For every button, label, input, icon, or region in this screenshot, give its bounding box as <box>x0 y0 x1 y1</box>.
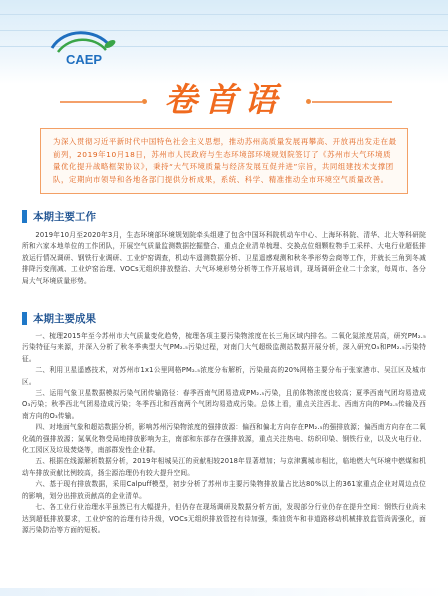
section-marker <box>22 312 27 325</box>
paragraph: 一、梳理2015年至今苏州市大气质量变化趋势，梳理各项主要污染物浓度在长三角区域内排名。二氧化氮浓度居高，研究PM₂.₅污染特征与来源，并深入分析了秋冬季典型大气PM₂.₅污染过程，对南门大气超级监测站数据开展分析，深入研究O₃和PM₂.₅污染特征。 <box>22 332 426 363</box>
paragraph: 六、基于现有排放数据，采用Calpuff模型，初步分析了苏州市主要污染物排放量占比达80%以上的361家重点企业对周边点位的影响，划分出排放贡献高的企业清单。 <box>22 480 426 500</box>
preface-text: 为深入贯彻习近平新时代中国特色社会主义思想，推动苏州高质量发展再攀高、开放再出发走在最前列，2019年10月18日，苏州市人民政府与生态环境部环境规划院签订了《苏州市大气环境质量优化提升战略框架协议》，秉持“大气环境质量与经济发展互促并进”宗旨，共同组建技术支撑团队，定期向市领导和各地各部门提供分析成果，系统、科学、精准推动全市环境空气质量改善。 <box>53 137 397 184</box>
section-title: 本期主要成果 <box>33 312 96 325</box>
title-line-right <box>312 101 392 103</box>
section-title: 本期主要工作 <box>33 210 96 223</box>
logo-text: CAEP <box>65 52 103 67</box>
paragraph: 2019年10月至2020年3月，生态环境部环境规划院牵头组建了包含中国环科院机动车中心、上海环科院、清华、北大等科研院所和六家本地单位的工作团队，开展空气质量监测数据挖掘整合、重点企业清单梳理、交换点位细颗粒物手工采样、大电行业超低排放运行情况调研、钢铁行业调研、工业炉窑调查，机动车遥测数据分析、卫星遥感观测和秋冬季形势会商等工作，并就长三角到冬减排降污变削减、工业炉窑治理、VOCs无组织排放整治、大气环境形势分析等工作开展培训，现场调研企业二十余家，每周市、各分局大气环境质量形势。 <box>22 231 426 285</box>
paragraph: 三、运用气象卫星数据模拟污染气团传输路径：春季西南气团易造成PM₂.₅污染，且前体物浓度也较高；夏季西南气团均易造成O₃污染；秋季西北气团易造成污染；冬季西北和西南两个气团均易造成污染。总体上看，重点关注西北、西南方向的PM₂.₅传输及西南方向的O₃传输。 <box>22 389 426 420</box>
page-footer-band <box>0 588 448 596</box>
paragraph: 七、各工业行业治理水平虽然已有大幅提升，但仍存在现场调研及数据分析方面，发现部分行业仍存在提升空间：钢铁行业尚未达到超低排放要求，工业炉窑的治理有待升级，VOCs无组织排放管控有待加强，柴油货车和非道路移动机械排放监管尚需强化，面源污染防治等方面的短板。 <box>22 503 426 534</box>
section-marker <box>22 210 27 223</box>
paragraph: 五、根据在线源解析数据分析，2019年相城吴江的贡献相较2018年显著增加；与京津冀城市相比，临地燃大气环境中燃煤和机动车排放贡献比例较高，扬尘源治理仍有较大提升空间。 <box>22 457 426 477</box>
section-body-main-work <box>22 230 426 287</box>
section-heading-main-results <box>22 310 96 326</box>
title-dot-right <box>306 99 311 104</box>
page-title-wrap <box>0 60 448 124</box>
section-body-main-results <box>22 331 426 536</box>
paragraph: 四、对地面气象和超站数据分析，影响苏州污染物浓度的强排放源：偏西和偏北方向存在PM₂.₅的强排放源；偏西南方向存在二氧化硫的强排放源；氮氧化物受局地排放影响为主，南部和东部存在强排放源，重点关注热电、纺织印染、钢铁行业，以及火电行业、化工园区及垃圾焚烧等，南部群发性企业群。 <box>22 423 426 455</box>
section-heading-main-work <box>22 208 96 224</box>
paragraph: 二、利用卫星遥感技术，对苏州市1x1公里网格PM₂.₅浓度分布解析，污染最高的20%网格主要分布于张家港市、吴江区及城市区。 <box>22 366 426 386</box>
preface-box <box>40 128 408 194</box>
page-title: 卷首语 <box>164 80 284 119</box>
